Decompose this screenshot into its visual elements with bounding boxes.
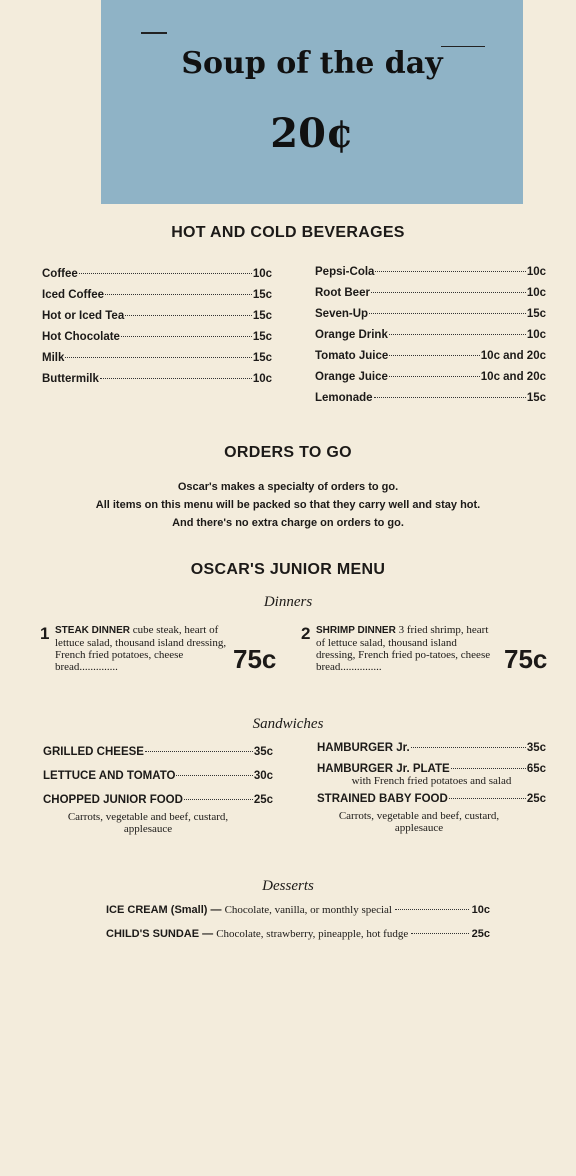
leader-dots: [449, 798, 526, 799]
menu-item: [315, 283, 546, 304]
item-price: 10c and 20c: [480, 350, 546, 362]
item-price: 10c: [252, 268, 272, 280]
dinner-number: 2: [301, 624, 311, 643]
pen-mark: [141, 32, 167, 34]
item-name: Milk: [42, 352, 65, 364]
menu-item: [43, 742, 273, 763]
dessert-price: 10c: [471, 904, 490, 916]
dinner-description-block: [55, 624, 235, 673]
menu-item: [43, 766, 273, 787]
dessert-item: [106, 928, 490, 950]
item-price: 25c: [526, 793, 546, 805]
leader-dots: [374, 397, 526, 398]
item-name: Hot or Iced Tea: [42, 310, 125, 322]
sandwiches-title: Sandwiches: [252, 716, 324, 732]
leader-dots: [395, 909, 469, 910]
leader-dots: [371, 292, 526, 293]
menu-item: [42, 369, 272, 390]
orders-line: Oscar's makes a specialty of orders to go.: [177, 481, 399, 493]
dinner-description-block: [316, 624, 496, 673]
leader-dots: [79, 273, 252, 274]
menu-item: [315, 388, 546, 409]
menu-item: [43, 790, 273, 811]
menu-item: [42, 264, 272, 285]
dinner-price: 75c: [233, 644, 277, 674]
dinner-name: SHRIMP DINNER: [316, 625, 396, 636]
item-name: LETTUCE AND TOMATO: [43, 770, 176, 782]
item-price: 10c: [526, 329, 546, 341]
item-subtext: Carrots, vegetable and beef, custard, applesauce: [338, 810, 500, 834]
item-price: 15c: [526, 392, 546, 404]
orders-line: All items on this menu will be packed so that they carry well and stay hot.: [95, 499, 481, 511]
dinner-description: cube steak, heart of lettuce salad, thousand island dressing, French fried potatoes, cheese bread..............: [55, 624, 227, 673]
item-name: Iced Coffee: [42, 289, 104, 301]
leader-dots: [125, 315, 252, 316]
junior-menu-heading: OSCAR'S JUNIOR MENU: [190, 561, 386, 578]
beverages-heading: HOT AND COLD BEVERAGES: [171, 224, 405, 241]
item-price: 10c: [252, 373, 272, 385]
dessert-description: Chocolate, vanilla, or monthly special: [224, 904, 392, 916]
item-name: GRILLED CHEESE: [43, 746, 144, 758]
item-price: 35c: [526, 742, 546, 754]
leader-dots: [411, 933, 468, 934]
leader-dots: [451, 768, 526, 769]
item-subtext: with French fried potatoes and salad: [351, 775, 512, 787]
dessert-price: 25c: [471, 928, 490, 940]
beverages-right-list: [315, 262, 546, 409]
desserts-title: Desserts: [262, 878, 314, 894]
menu-item: [42, 348, 272, 369]
menu-item: [315, 262, 546, 283]
item-name: HAMBURGER Jr. PLATE: [317, 763, 450, 775]
leader-dots: [65, 357, 251, 358]
dinner-price: 75c: [504, 644, 548, 674]
item-name: HAMBURGER Jr.: [317, 742, 410, 754]
dinner-description: 3 fried shrimp, heart of lettuce salad, thousand island dressing, French fried po-tatoes, cheese bread...............: [316, 624, 491, 673]
item-price: 10c and 20c: [480, 371, 546, 383]
soup-price: 20¢: [270, 110, 354, 157]
item-name: Seven-Up: [315, 308, 369, 320]
item-price: 15c: [526, 308, 546, 320]
item-name: Buttermilk: [42, 373, 99, 385]
leader-dots: [389, 376, 480, 377]
dessert-name: ICE CREAM (Small) —: [106, 904, 222, 916]
menu-item: [42, 306, 272, 327]
leader-dots: [375, 271, 525, 272]
beverages-left-list: [42, 264, 272, 390]
leader-dots: [176, 775, 252, 776]
menu-item: [315, 367, 546, 388]
dessert-item: [106, 904, 490, 926]
item-name: Pepsi-Cola: [315, 266, 375, 278]
item-price: 30c: [253, 770, 273, 782]
menu-item: [42, 327, 272, 348]
item-name: Hot Chocolate: [42, 331, 120, 343]
leader-dots: [369, 313, 526, 314]
item-name: Tomato Juice: [315, 350, 389, 362]
menu-item: [317, 738, 546, 759]
menu-item: [317, 789, 546, 810]
dinner-item: [301, 624, 551, 684]
leader-dots: [411, 747, 526, 748]
dinners-title: Dinners: [263, 594, 313, 610]
item-name: Lemonade: [315, 392, 373, 404]
item-name: STRAINED BABY FOOD: [317, 793, 448, 805]
soup-title: Soup of the day: [181, 46, 443, 81]
item-price: 25c: [253, 794, 273, 806]
dinner-item: [40, 624, 280, 684]
item-name: Coffee: [42, 268, 78, 280]
menu-item: [315, 346, 546, 367]
item-price: 35c: [253, 746, 273, 758]
sandwiches-left-list: [43, 742, 273, 835]
item-price: 10c: [526, 287, 546, 299]
soup-banner: [101, 0, 523, 204]
leader-dots: [184, 799, 253, 800]
item-name: Orange Juice: [315, 371, 388, 383]
item-price: 15c: [252, 352, 272, 364]
leader-dots: [145, 751, 253, 752]
orders-heading: ORDERS TO GO: [224, 444, 352, 461]
leader-dots: [105, 294, 252, 295]
item-price: 65c: [526, 763, 546, 775]
item-name: Root Beer: [315, 287, 370, 299]
item-price: 15c: [252, 331, 272, 343]
leader-dots: [389, 334, 526, 335]
item-price: 15c: [252, 289, 272, 301]
item-subtext: Carrots, vegetable and beef, custard, applesauce: [67, 811, 229, 835]
dinner-name: STEAK DINNER: [55, 625, 131, 636]
orders-line: And there's no extra charge on orders to go.: [172, 517, 404, 529]
sandwiches-right-list: [317, 738, 546, 834]
leader-dots: [121, 336, 252, 337]
menu-item: [315, 304, 546, 325]
item-name: CHOPPED JUNIOR FOOD: [43, 794, 183, 806]
dessert-name: CHILD'S SUNDAE —: [106, 928, 214, 940]
menu-item: [42, 285, 272, 306]
dessert-description: Chocolate, strawberry, pineapple, hot fudge: [216, 928, 409, 940]
item-price: 15c: [252, 310, 272, 322]
orders-description: [0, 478, 576, 532]
leader-dots: [100, 378, 252, 379]
item-price: 10c: [526, 266, 546, 278]
item-name: Orange Drink: [315, 329, 388, 341]
dinner-number: 1: [40, 624, 50, 643]
leader-dots: [389, 355, 480, 356]
menu-item: [315, 325, 546, 346]
